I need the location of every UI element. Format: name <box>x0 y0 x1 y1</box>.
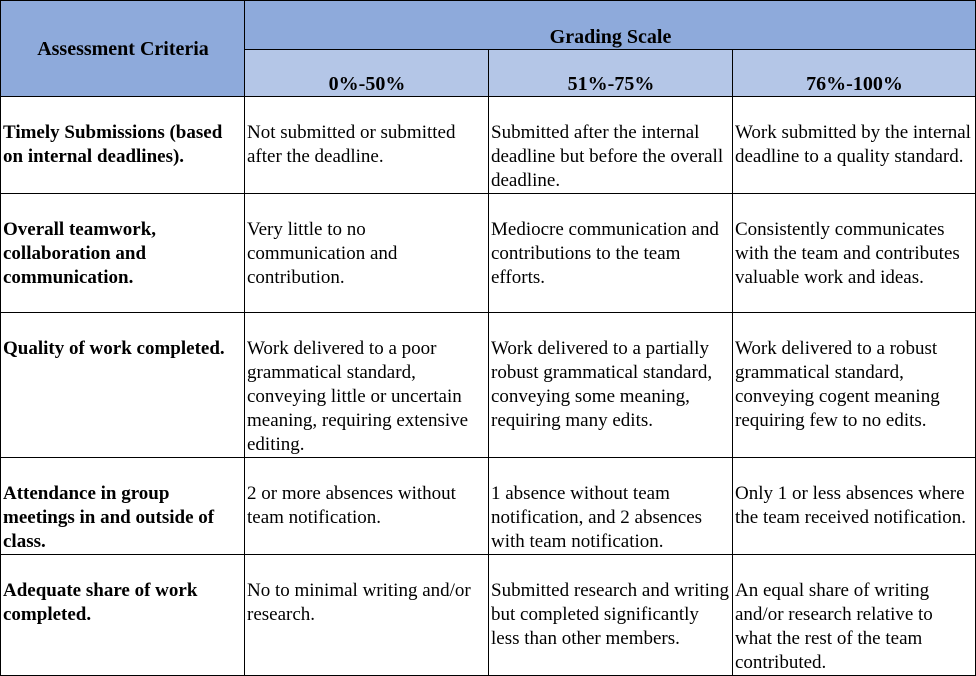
table-row <box>1 555 976 676</box>
grade-cell-low: Very little to no communication and contribution. <box>245 194 489 313</box>
criterion-cell: Overall teamwork, collaboration and communication. <box>1 194 245 313</box>
criterion-cell: Adequate share of work completed. <box>1 555 245 676</box>
grade-cell-mid: Mediocre communication and contributions to the team efforts. <box>489 194 733 313</box>
table-row <box>1 458 976 555</box>
grade-cell-low: Work delivered to a poor grammatical standard, conveying little or uncertain meaning, requiring extensive editing. <box>245 313 489 458</box>
grade-cell-high: Only 1 or less absences where the team received notification. <box>733 458 976 555</box>
grade-cell-mid: Work delivered to a partially robust grammatical standard, conveying some meaning, requiring many edits. <box>489 313 733 458</box>
grade-cell-low: 2 or more absences without team notification. <box>245 458 489 555</box>
grading-scale-header: Grading Scale <box>245 1 976 50</box>
table-row <box>1 313 976 458</box>
table-body <box>1 97 976 676</box>
criterion-cell: Attendance in group meetings in and outside of class. <box>1 458 245 555</box>
grade-cell-high: Work delivered to a robust grammatical standard, conveying cogent meaning requiring few to no edits. <box>733 313 976 458</box>
grade-cell-high: Work submitted by the internal deadline to a quality standard. <box>733 97 976 194</box>
table-row <box>1 194 976 313</box>
grade-cell-low: No to minimal writing and/or research. <box>245 555 489 676</box>
range-header-low: 0%-50% <box>245 50 489 97</box>
grade-cell-mid: 1 absence without team notification, and 2 absences with team notification. <box>489 458 733 555</box>
criterion-cell: Timely Submissions (based on internal deadlines). <box>1 97 245 194</box>
grade-cell-high: Consistently communicates with the team and contributes valuable work and ideas. <box>733 194 976 313</box>
table-header <box>1 1 976 97</box>
grade-cell-low: Not submitted or submitted after the deadline. <box>245 97 489 194</box>
range-header-high: 76%-100% <box>733 50 976 97</box>
criterion-cell: Quality of work completed. <box>1 313 245 458</box>
grade-cell-mid: Submitted research and writing but completed significantly less than other members. <box>489 555 733 676</box>
range-header-mid: 51%-75% <box>489 50 733 97</box>
grade-cell-mid: Submitted after the internal deadline but before the overall deadline. <box>489 97 733 194</box>
table-row <box>1 97 976 194</box>
grade-cell-high: An equal share of writing and/or research relative to what the rest of the team contributed. <box>733 555 976 676</box>
assessment-criteria-header: Assessment Criteria <box>1 1 245 97</box>
